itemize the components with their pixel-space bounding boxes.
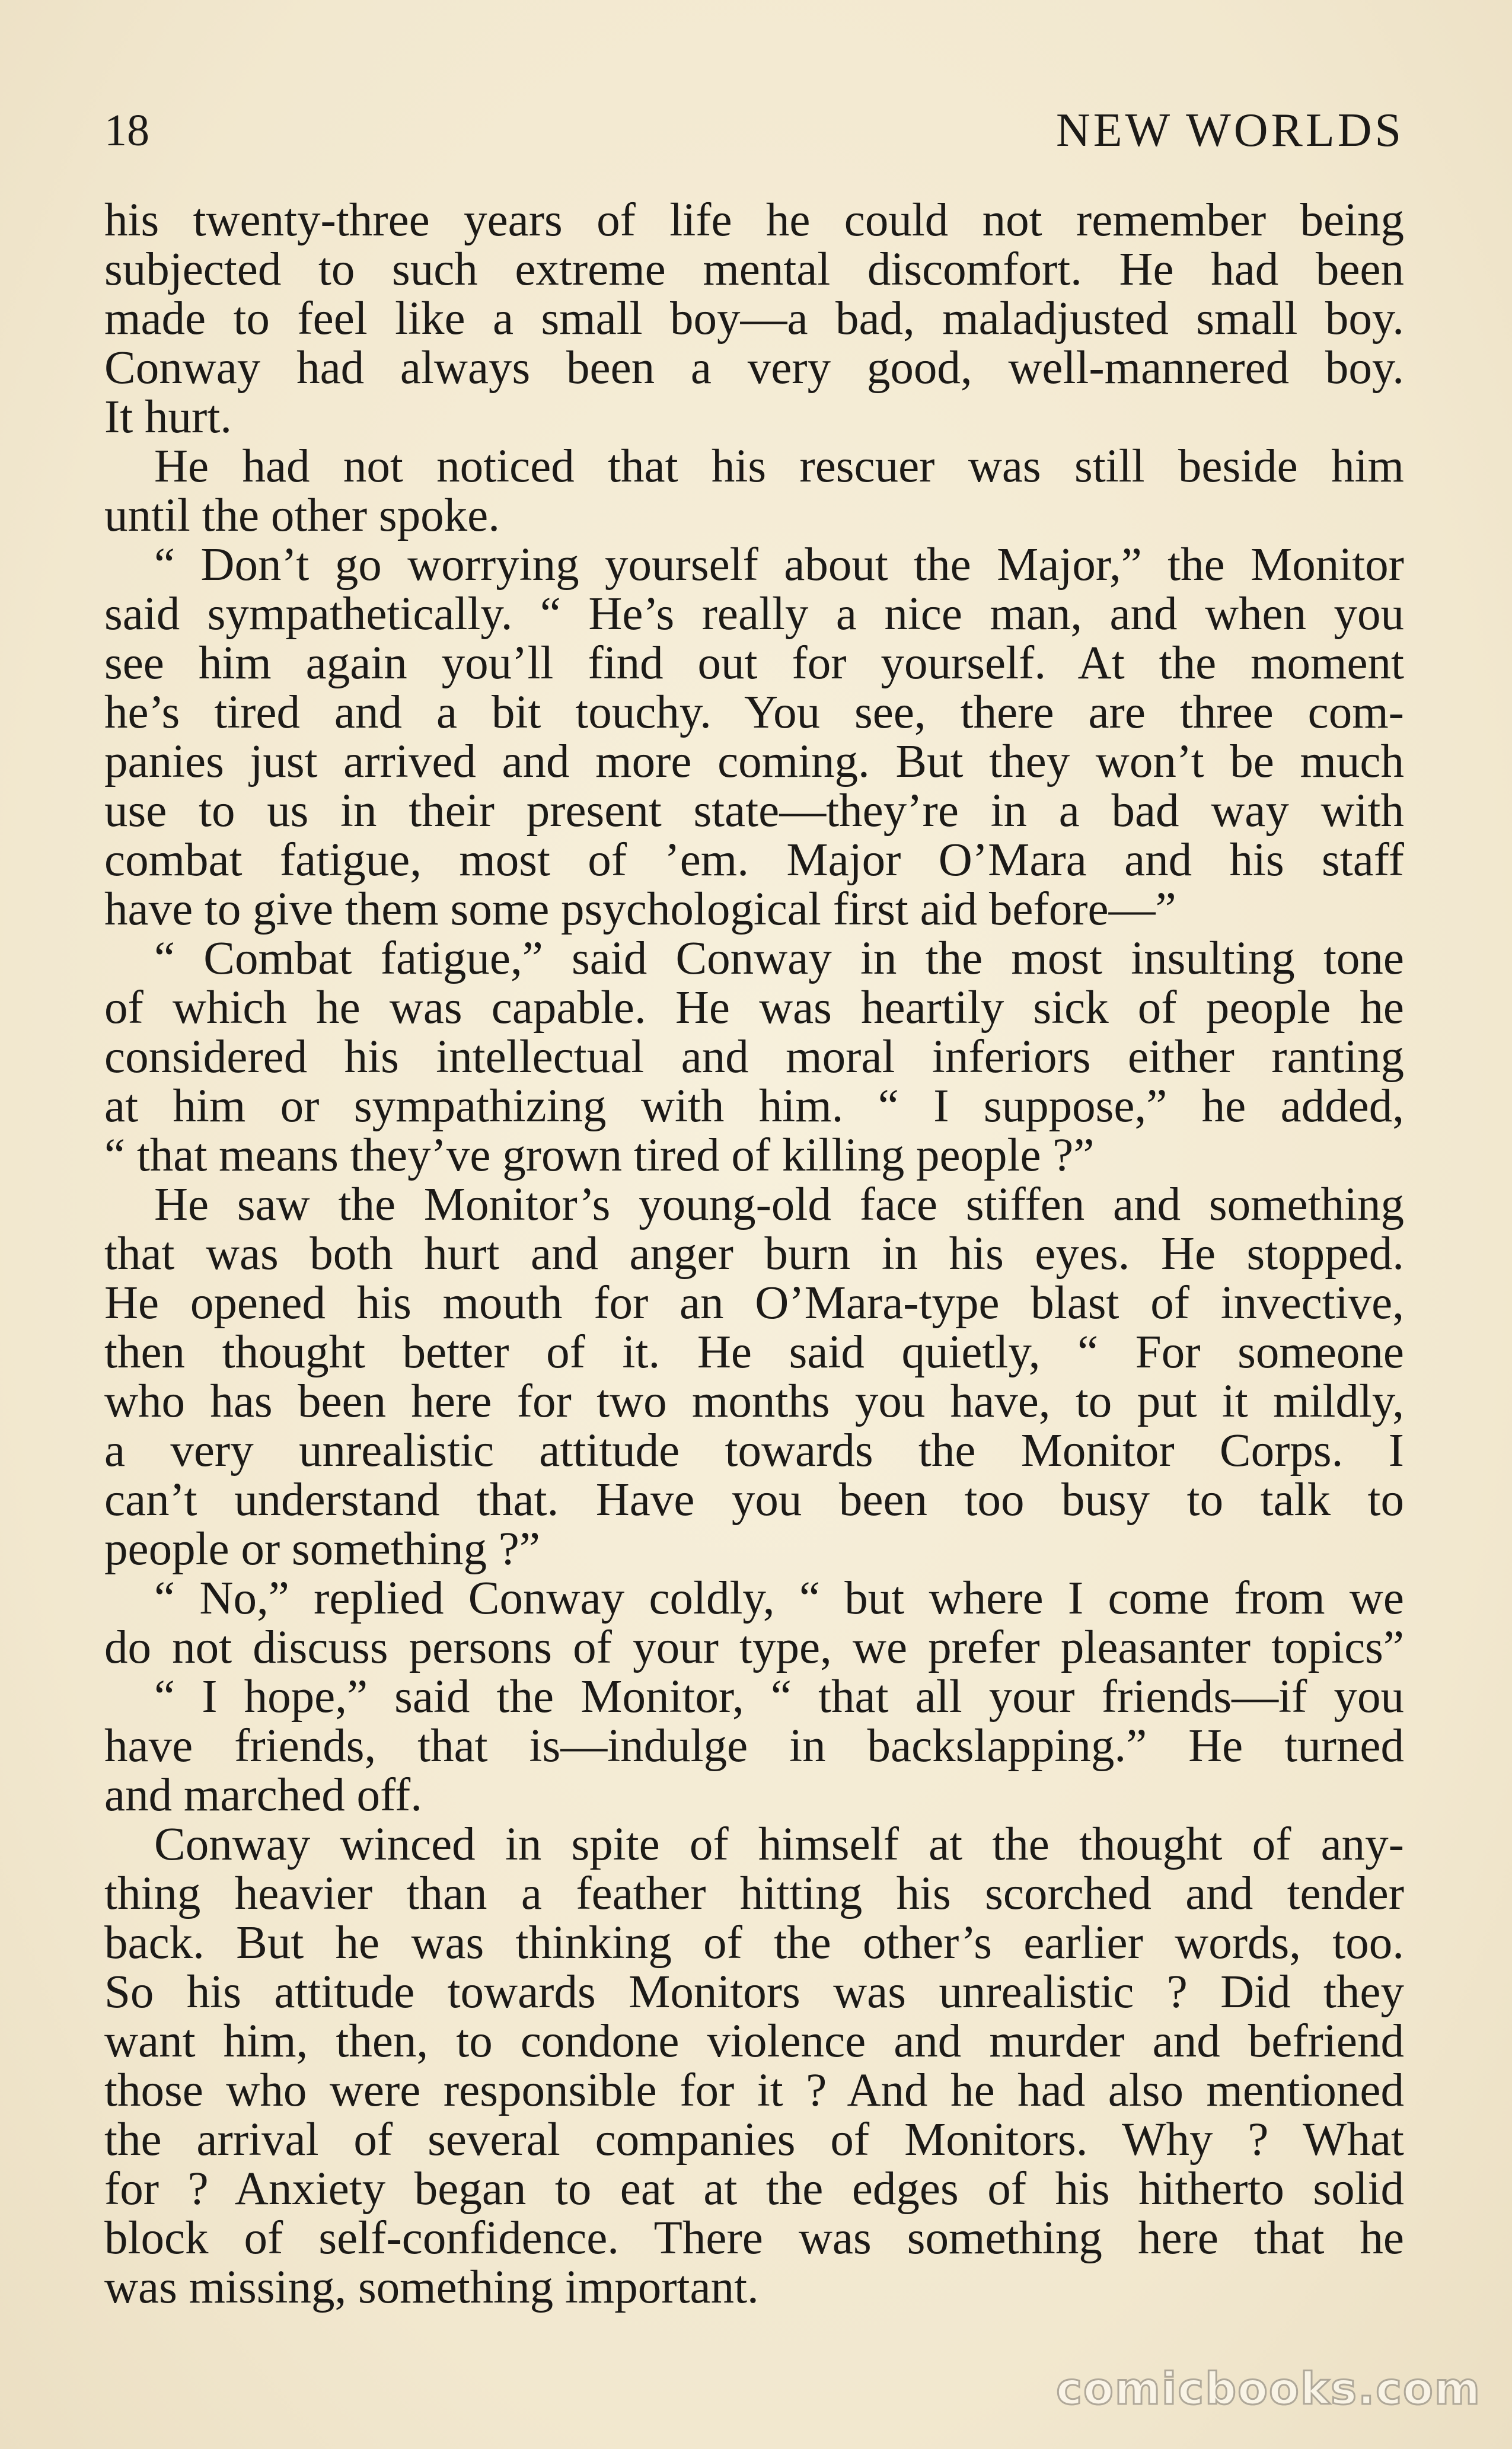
text-line: “ Don’t go worrying yourself about the Major,” the Monitor	[154, 539, 1404, 591]
text-line: that was both hurt and anger burn in his eyes. He stopped.	[104, 1228, 1404, 1280]
text-line: have friends, that is—indulge in backslapping.” He turned	[104, 1720, 1404, 1772]
text-line: “ No,” replied Conway coldly, “ but where I come from we	[154, 1573, 1404, 1624]
text-line: He had not noticed that his rescuer was still beside him	[154, 441, 1404, 492]
text-line: made to feel like a small boy—a bad, maladjusted small boy.	[104, 293, 1404, 345]
watermark: comicbooks.com	[1056, 2364, 1481, 2415]
text-line: those who were responsible for it ? And he had also mentioned	[104, 2065, 1404, 2116]
text-line: his twenty-three years of life he could not remember being	[104, 194, 1404, 246]
text-line: have to give them some psychological first aid before—”	[104, 884, 1176, 935]
text-line: It hurt.	[104, 391, 232, 443]
text-line: for ? Anxiety began to eat at the edges of his hitherto solid	[104, 2163, 1404, 2215]
text-line: of which he was capable. He was heartily sick of people he	[104, 982, 1404, 1034]
text-line: subjected to such extreme mental discomfort. He had been	[104, 244, 1404, 295]
text-line: block of self-confidence. There was something here that he	[104, 2212, 1404, 2264]
text-line: back. But he was thinking of the other’s earlier words, too.	[104, 1917, 1404, 1969]
text-line: who has been here for two months you have, to put it mildly,	[104, 1376, 1404, 1427]
page-header	[104, 98, 1404, 163]
text-line: at him or sympathizing with him. “ I suppose,” he added,	[104, 1080, 1404, 1132]
text-line: can’t understand that. Have you been too busy to talk to	[104, 1474, 1404, 1526]
text-line: Conway had always been a very good, well-mannered boy.	[104, 342, 1404, 394]
text-line: thing heavier than a feather hitting his scorched and tender	[104, 1868, 1404, 1919]
text-line: then thought better of it. He said quietly, “ For someone	[104, 1326, 1404, 1378]
text-line: panies just arrived and more coming. But they won’t be much	[104, 736, 1404, 787]
text-line: he’s tired and a bit touchy. You see, there are three com-	[104, 687, 1404, 738]
text-line: see him again you’ll find out for yourself. At the moment	[104, 637, 1404, 689]
text-line: and marched off.	[104, 1769, 422, 1821]
text-line: was missing, something important.	[104, 2262, 759, 2313]
text-line: use to us in their present state—they’re in a bad way with	[104, 785, 1404, 837]
text-line: do not discuss persons of your type, we prefer pleasanter topics”	[104, 1622, 1404, 1673]
text-line: So his attitude towards Monitors was unrealistic ? Did they	[104, 1966, 1404, 2018]
text-line: He saw the Monitor’s young-old face stiffen and something	[154, 1179, 1404, 1230]
text-line: want him, then, to condone violence and murder and befriend	[104, 2016, 1404, 2067]
text-line: “ Combat fatigue,” said Conway in the most insulting tone	[154, 933, 1404, 984]
running-head: NEW WORLDS	[1055, 104, 1404, 157]
page-number: 18	[104, 106, 149, 155]
text-line: a very unrealistic attitude towards the Monitor Corps. I	[104, 1425, 1404, 1477]
text-line: combat fatigue, most of ’em. Major O’Mara and his staff	[104, 834, 1404, 886]
text-line: “ I hope,” said the Monitor, “ that all your friends—if you	[154, 1671, 1404, 1723]
text-line: considered his intellectual and moral inferiors either ranting	[104, 1031, 1404, 1083]
text-line: Conway winced in spite of himself at the thought of any-	[154, 1819, 1404, 1870]
text-line: “ that means they’ve grown tired of killing people ?”	[104, 1130, 1095, 1181]
text-line: said sympathetically. “ He’s really a nice man, and when you	[104, 588, 1404, 640]
text-line: until the other spoke.	[104, 490, 500, 541]
text-line: the arrival of several companies of Monitors. Why ? What	[104, 2114, 1404, 2166]
text-line: people or something ?”	[104, 1523, 540, 1575]
body-text	[104, 196, 1404, 2312]
text-line: He opened his mouth for an O’Mara-type blast of invective,	[104, 1277, 1404, 1329]
